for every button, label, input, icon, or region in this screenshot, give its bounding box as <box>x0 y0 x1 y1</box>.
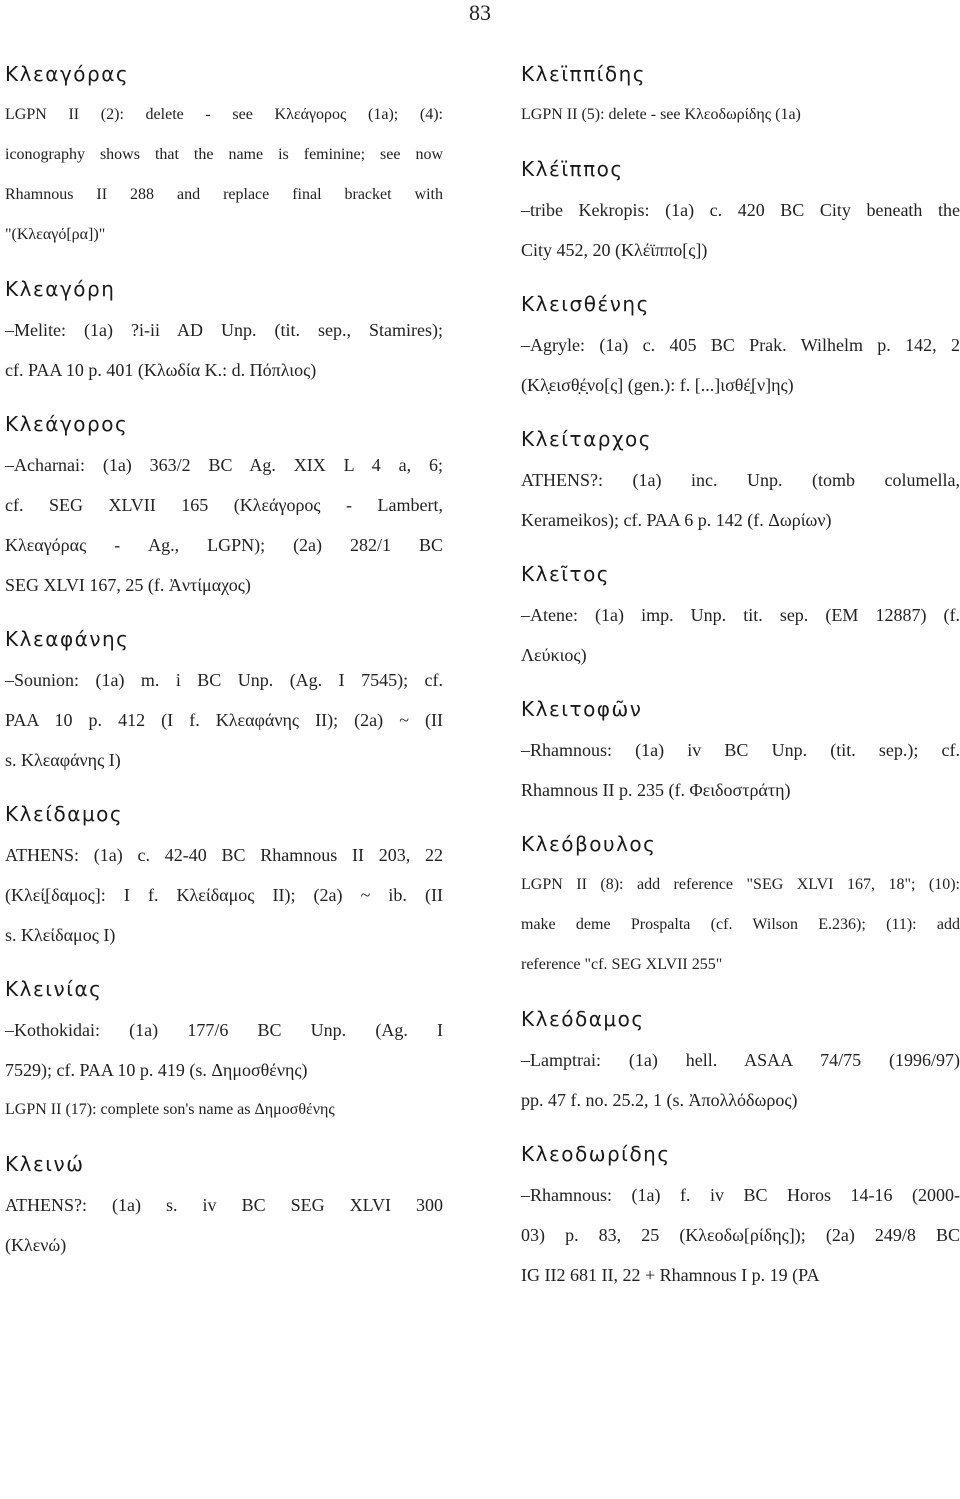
entry-line: –Lamptrai: (1a) hell. ASAA 74/75 (1996/97) <box>521 1050 960 1070</box>
entry-line: –Atene: (1a) imp. Unp. tit. sep. (EM 12887) (f. <box>521 605 960 625</box>
entry-line: 7529); cf. PAA 10 p. 419 (s. Δημοσθένης) <box>5 1060 308 1080</box>
lexicon-entry <box>521 1142 960 1295</box>
entry-line: Rhamnous II p. 235 (f. Φειδοστράτη) <box>521 780 791 800</box>
entry-headword: Κλεῖτος <box>521 562 611 586</box>
entry-line: s. Κλείδαμος I) <box>5 925 116 945</box>
entry-headword: Κλεόδαμος <box>521 1007 645 1031</box>
lexicon-entry <box>521 292 960 405</box>
entry-line: City 452, 20 (Κλέϊππο[ς]) <box>521 240 708 260</box>
entry-line: IG II2 681 II, 22 + Rhamnous I p. 19 (PA <box>521 1265 820 1285</box>
entry-headword: Κλειτοφῶν <box>521 697 643 721</box>
entry-headword: Κλείδαμος <box>5 802 124 826</box>
left-column <box>5 62 443 1287</box>
entry-headword: Κλέϊππος <box>521 157 624 181</box>
entry-line: cf. PAA 10 p. 401 (Κλωδία Κ.: d. Πόπλιος) <box>5 360 317 380</box>
entry-headword: Κλεαγόρη <box>5 277 116 301</box>
lexicon-entry <box>521 427 960 540</box>
entry-line: (Κλενώ) <box>5 1235 67 1255</box>
entry-headword: Κλεϊππίδης <box>521 62 647 86</box>
entry-headword: Κλεαγόρας <box>5 62 130 86</box>
entry-line: 03) p. 83, 25 (Κλεοδω[ρίδης]); (2a) 249/8 BC <box>521 1225 960 1245</box>
entry-line: LGPN II (5): delete - see Κλεοδωρίδης (1a) <box>521 106 801 123</box>
lexicon-entry <box>521 832 960 985</box>
entry-line: –Acharnai: (1a) 363/2 BC Ag. XIX L 4 a, 6; <box>5 455 443 475</box>
entry-line: Rhamnous II 288 and replace final bracket with <box>5 186 443 203</box>
entry-line: –Sounion: (1a) m. i BC Unp. (Ag. I 7545); cf. <box>5 670 443 690</box>
entry-line: make deme Prospalta (cf. Wilson E.236); (11): add <box>521 916 960 933</box>
entry-headword: Κλεαφάνης <box>5 627 130 651</box>
entry-line: Κλεαγόρας - Ag., LGPN); (2a) 282/1 BC <box>5 535 443 555</box>
page-number: 83 <box>469 0 491 25</box>
lexicon-entry <box>5 977 443 1130</box>
entry-headword: Κλεάγορος <box>5 412 129 436</box>
entry-line: PAA 10 p. 412 (I f. Κλεαφάνης II); (2a) ~ (II <box>5 710 443 730</box>
lexicon-entry <box>521 1007 960 1120</box>
entry-line: –tribe Kekropis: (1a) c. 420 BC City beneath the <box>521 200 960 220</box>
entry-line: (Κλ̣εισθ̣έ̣νο[ς] (gen.): f. [...]ισθέ̣[ν]ης) <box>521 375 794 395</box>
entry-line: ATHENS?: (1a) inc. Unp. (tomb columella, <box>521 470 960 490</box>
entry-headword: Κλεινίας <box>5 977 103 1001</box>
lexicon-entry <box>5 627 443 780</box>
entry-line: –Kothokidai: (1a) 177/6 BC Unp. (Ag. I <box>5 1020 443 1040</box>
entry-line: LGPN II (8): add reference "SEG XLVI 167, 18"; (10): <box>521 876 960 893</box>
entry-headword: Κλεόβουλος <box>521 832 657 856</box>
entry-line: –Agryle: (1a) c. 405 BC Prak. Wilhelm p. 142, 2 <box>521 335 960 355</box>
lexicon-entry <box>521 562 960 675</box>
entry-headword: Κλεισθένης <box>521 292 650 316</box>
entry-line: s. Κλεαφάνης I) <box>5 750 121 770</box>
entry-line: LGPN II (17): complete son's name as Δημοσθένης <box>5 1101 335 1118</box>
entry-line: ATHENS?: (1a) s. iv BC SEG XLVI 300 <box>5 1195 443 1215</box>
entry-line: –Rhamnous: (1a) f. iv BC Horos 14-16 (2000- <box>521 1185 960 1205</box>
lexicon-entry <box>521 157 960 270</box>
lexicon-entry <box>5 412 443 605</box>
right-column <box>521 62 960 1317</box>
entry-line: iconography shows that the name is feminine; see now <box>5 146 443 163</box>
lexicon-entry <box>521 697 960 810</box>
entry-line: SEG XLVI 167, 25 (f. Ἀντίμαχος) <box>5 575 251 595</box>
lexicon-entry <box>521 62 960 135</box>
entry-line: cf. SEG XLVII 165 (Κλεάγορος - Lambert, <box>5 495 443 515</box>
entry-headword: Κλεινώ <box>5 1152 85 1176</box>
entry-line: "(Κλεαγό[ρα])" <box>5 226 106 243</box>
lexicon-entry <box>5 62 443 255</box>
lexicon-entry <box>5 802 443 955</box>
entry-line: ATHENS: (1a) c. 42-40 BC Rhamnous II 203, 22 <box>5 845 443 865</box>
lexicon-entry <box>5 277 443 390</box>
entry-line: Λεύκιος) <box>521 645 587 665</box>
entry-line: LGPN II (2): delete - see Κλεάγορος (1a); (4): <box>5 106 443 123</box>
lexicon-entry <box>5 1152 443 1265</box>
entry-line: reference "cf. SEG XLVII 255" <box>521 956 723 973</box>
entry-line: pp. 47 f. no. 25.2, 1 (s. Ἀπολλόδωρος) <box>521 1090 798 1110</box>
entry-line: –Melite: (1a) ?i-ii AD Unp. (tit. sep., Stamires); <box>5 320 443 340</box>
entry-line: (Κλεί̣[δαμος]: I f. Κλείδαμος II); (2a) ~ ib. (II <box>5 885 443 905</box>
entry-line: Kerameikos); cf. PAA 6 p. 142 (f. Δωρίων) <box>521 510 832 530</box>
entry-line: –Rhamnous: (1a) iv BC Unp. (tit. sep.); cf. <box>521 740 960 760</box>
entry-headword: Κλείταρχος <box>521 427 652 451</box>
entry-headword: Κλεοδωρίδης <box>521 1142 671 1166</box>
